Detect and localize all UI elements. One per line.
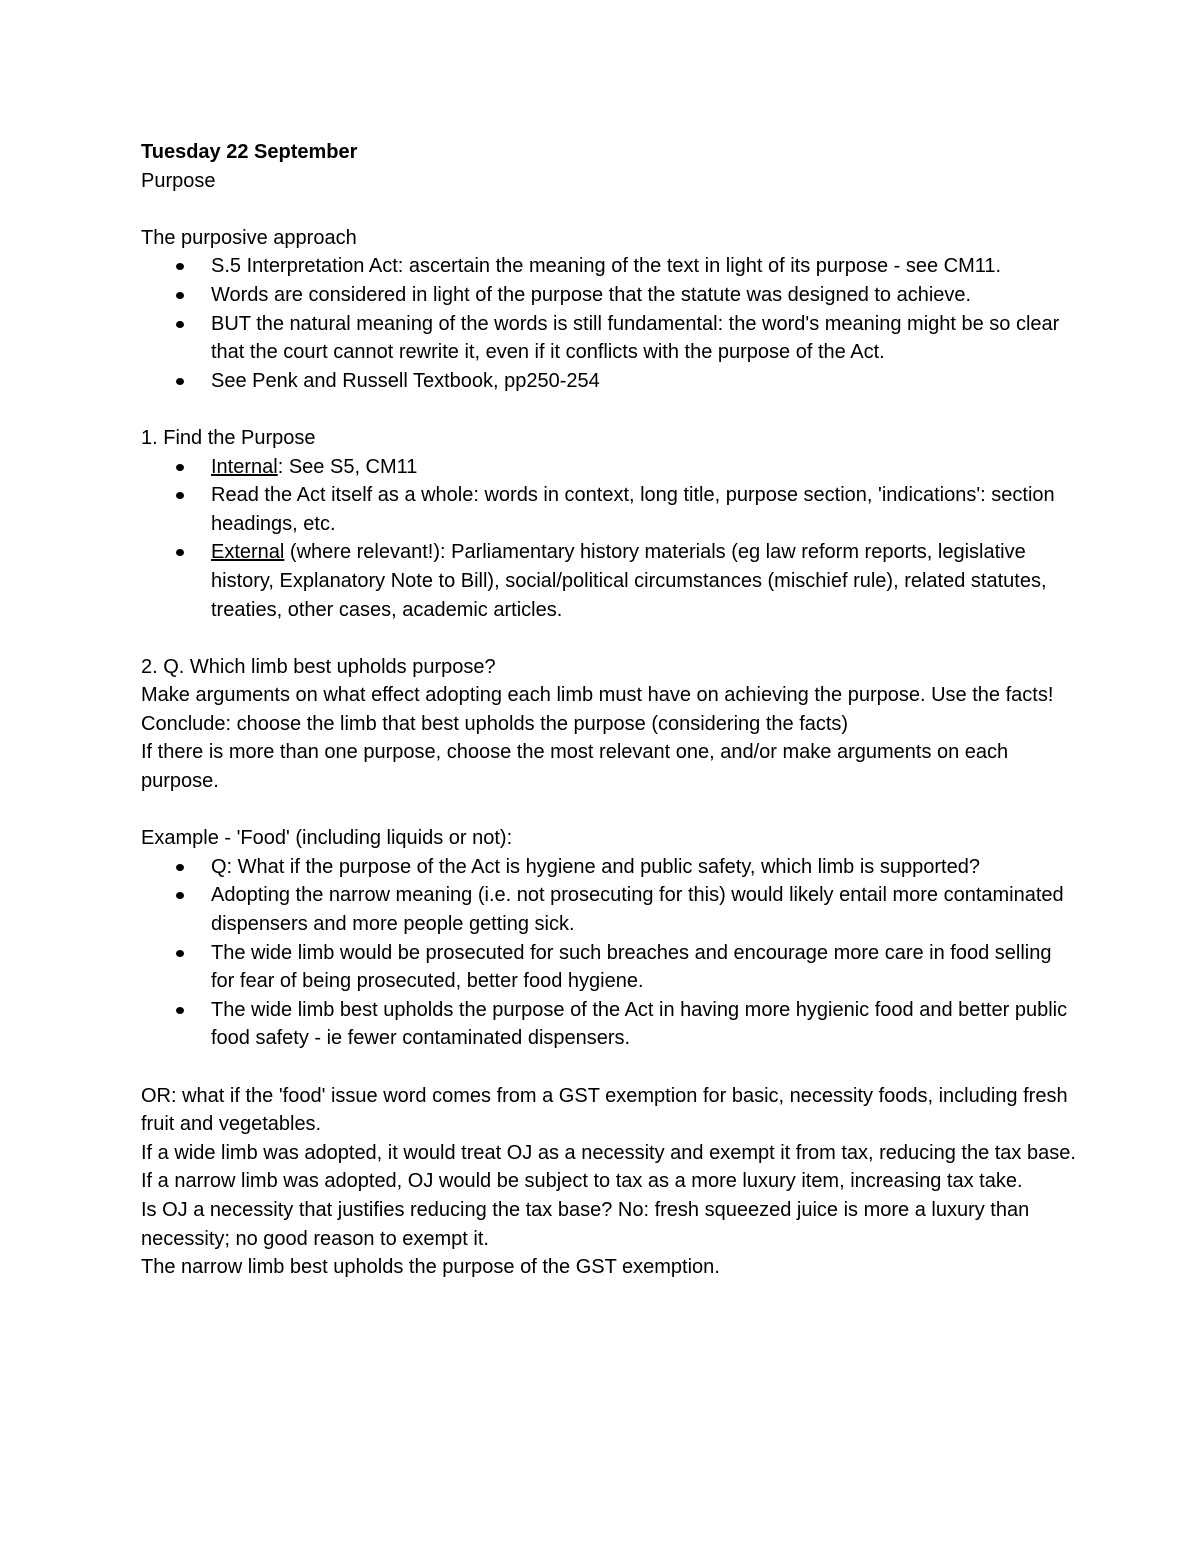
- list-item: Words are considered in light of the purpose that the statute was designed to achieve.: [211, 281, 1076, 310]
- list-item: See Penk and Russell Textbook, pp250-254: [211, 367, 1076, 396]
- blank-line: [141, 796, 1076, 825]
- bullet-icon: [176, 464, 184, 471]
- bullet-icon: [176, 378, 184, 385]
- list-item: External (where relevant!): Parliamentary history materials (eg law reform reports, legislative history, Explanatory Note to Bill), social/political circumstances (mischief rule), related statutes, treaties, other cases, academic articles.: [211, 538, 1076, 624]
- document-subheading: Purpose: [141, 169, 216, 192]
- blank-line: [141, 624, 1076, 653]
- section-title-limb: 2. Q. Which limb best upholds purpose?: [141, 655, 496, 678]
- blank-line: [141, 395, 1076, 424]
- list-item: The wide limb would be prosecuted for such breaches and encourage more care in food selling for fear of being prosecuted, better food hygiene.: [211, 939, 1076, 996]
- paragraph-line: If a narrow limb was adopted, OJ would be subject to tax as a more luxury item, increasing tax take.: [141, 1170, 1023, 1193]
- list-item: S.5 Interpretation Act: ascertain the meaning of the text in light of its purpose - see CM11.: [211, 252, 1076, 281]
- paragraph-line: OR: what if the 'food' issue word comes from a GST exemption for basic, necessity foods, including fresh fruit and vegetables.: [141, 1084, 1068, 1136]
- blank-line: [141, 1053, 1076, 1082]
- paragraph-line: Conclude: choose the limb that best upholds the purpose (considering the facts): [141, 712, 849, 735]
- bullet-icon: [176, 549, 184, 556]
- section-title-find-purpose: 1. Find the Purpose: [141, 426, 316, 449]
- purposive-bullet-list: [141, 252, 1076, 395]
- list-item: Read the Act itself as a whole: words in context, long title, purpose section, 'indications': section headings, etc.: [211, 481, 1076, 538]
- bullet-icon: [176, 492, 184, 499]
- bullet-icon: [176, 892, 184, 899]
- internal-label: Internal: [211, 455, 278, 478]
- paragraph-line: If there is more than one purpose, choose the most relevant one, and/or make arguments on each purpose.: [141, 741, 1009, 793]
- bullet-icon: [176, 292, 184, 299]
- list-item: Internal: See S5, CM11: [211, 453, 1076, 482]
- document-page: [141, 138, 1076, 1282]
- list-item: The wide limb best upholds the purpose of the Act in having more hygienic food and better public food safety - ie fewer contaminated dispensers.: [211, 996, 1076, 1053]
- document-heading: Tuesday 22 September: [141, 141, 358, 163]
- list-item: Adopting the narrow meaning (i.e. not prosecuting for this) would likely entail more contaminated dispensers and more people getting sick.: [211, 881, 1076, 938]
- find-purpose-bullet-list: [141, 453, 1076, 625]
- bullet-icon: [176, 1007, 184, 1014]
- blank-line: [141, 195, 1076, 224]
- paragraph-line: If a wide limb was adopted, it would treat OJ as a necessity and exempt it from tax, reducing the tax base.: [141, 1141, 1076, 1164]
- paragraph-line: Is OJ a necessity that justifies reducing the tax base? No: fresh squeezed juice is more a luxury than necessity; no good reason to exempt it.: [141, 1198, 1030, 1250]
- paragraph-line: Make arguments on what effect adopting each limb must have on achieving the purpose. Use the facts!: [141, 684, 1054, 707]
- bullet-icon: [176, 864, 184, 871]
- section-title-purposive: The purposive approach: [141, 226, 357, 249]
- paragraph-line: The narrow limb best upholds the purpose of the GST exemption.: [141, 1256, 720, 1279]
- bullet-icon: [176, 950, 184, 957]
- bullet-icon: [176, 321, 184, 328]
- example-bullet-list: [141, 853, 1076, 1053]
- list-item: Q: What if the purpose of the Act is hygiene and public safety, which limb is supported?: [211, 853, 1076, 882]
- external-label: External: [211, 541, 285, 564]
- section-title-example: Example - 'Food' (including liquids or not):: [141, 827, 513, 850]
- list-item: BUT the natural meaning of the words is still fundamental: the word's meaning might be so clear that the court cannot rewrite it, even if it conflicts with the purpose of the Act.: [211, 310, 1076, 367]
- bullet-icon: [176, 263, 184, 270]
